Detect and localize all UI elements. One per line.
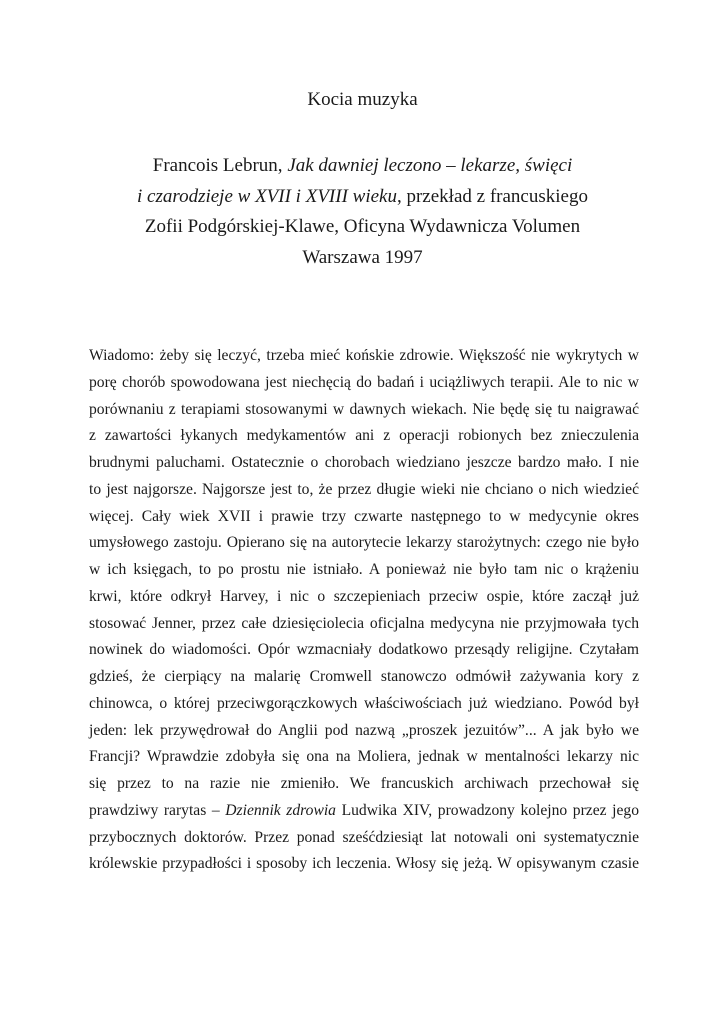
body-line-segment: Ludwika XIV, prowadzony kolejno przez jego [335,801,639,819]
document-title: Kocia muzyka [307,89,418,110]
body-line: chinowca, o której przeciwgorączkowych właściwościach już wiedziano. Powód był [89,694,639,712]
bibliography-line-2 [0,182,725,213]
body-paragraph [89,343,639,878]
bibliography-line-1 [0,151,725,182]
body-line-with-italic-title [89,798,639,825]
body-line: umysłowego zastoju. Opierano się na autorytecie lekarzy starożytnych: czego nie było [89,534,639,552]
body-line: z zawartości łykanych medykamentów ani z operacji robionych bez znieczulenia [89,427,639,445]
body-line: się przez to na razie nie zmieniło. We francuskich archiwach przechował się [89,775,639,792]
body-line: brudnymi paluchami. Ostatecznie o chorobach wiedziano jeszcze bardzo mało. I nie [89,454,639,471]
body-line: stosować Jenner, przez całe dziesięciolecia oficjalna medycyna nie przyjmowała tych [89,614,639,632]
body-line: w ich księgach, to po prostu nie istniało. A ponieważ nie było tam nic o krążeniu [89,561,639,578]
body-line: jeden: lek przywędrował do Anglii pod nazwą „proszek jezuitów”... A jak było we [89,721,639,739]
author-name: Francois Lebrun, [152,155,288,176]
body-line: porę chorób spowodowana jest niechęcią do badań i uciążliwych terapii. Ale to nic w [89,373,639,391]
bibliographic-note [0,151,725,273]
bibliography-line-4: Warszawa 1997 [302,246,423,268]
body-line: więcej. Cały wiek XVII i prawie trzy czwarte następnego to w medycynie okres [89,507,639,525]
body-line: przybocznych doktorów. Przez ponad sześćdziesiąt lat notowali oni systematycznie [89,828,639,846]
body-line: krwi, które odkrył Harvey, i nic o szczepieniach przeciw ospie, które zaczął już [89,587,639,605]
body-line: Wiadomo: żeby się leczyć, trzeba mieć końskie zdrowie. Większość nie wykrytych w [89,347,639,364]
body-line: nowinek do wiadomości. Opór wzmacniały dodatkowo przesądy religijne. Czytałam [89,641,639,659]
body-line: porównaniu z terapiami stosowanymi w dawnych wiekach. Nie będę się tu naigrawać [89,400,639,418]
translation-note: , przekład z francuskiego [396,185,588,207]
bibliography-line-3: Zofii Podgórskiej-Klawe, Oficyna Wydawnicza Volumen [144,216,581,237]
book-title-part-2: i czarodzieje w XVII i XVIII wieku [137,185,397,207]
body-line: to jest najgorsze. Najgorsze jest to, że przez długie wieki nie chciano o nich wiedzieć [89,480,639,498]
body-line: gdzieś, że cierpiący na malarię Cromwell stanowczo odmówił zażywania kory z [89,668,639,685]
italic-work-title: Dziennik zdrowia [225,801,336,819]
body-line-segment: prawdziwy rarytas – [89,801,226,819]
book-title-part-1: Jak dawniej leczono – lekarze, święci [287,155,573,176]
body-line: królewskie przypadłości i sposoby ich leczenia. Włosy się jeżą. W opisywanym czasie [89,855,639,873]
body-line: Francji? Wprawdzie zdobyła się ona na Moliera, jednak w mentalności lekarzy nic [89,748,639,766]
